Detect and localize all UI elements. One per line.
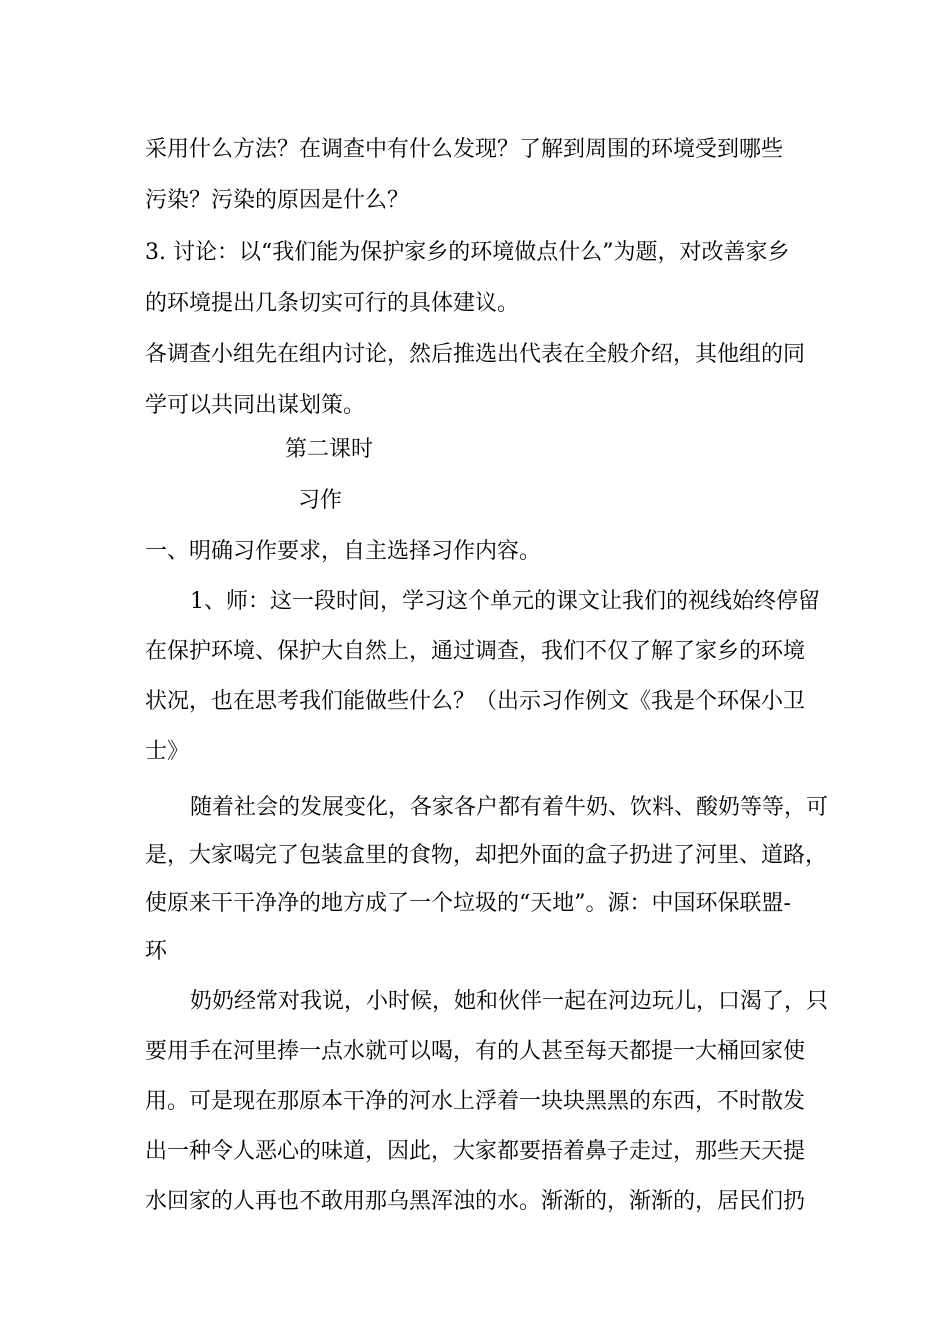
body-text-line: 在保护环境、保护大自然上，通过调查，我们不仅了解了家乡的环境 [145, 639, 806, 664]
body-text-line: 状况，也在思考我们能做些什么？（出示习作例文《我是个环保小卫 [145, 689, 806, 714]
body-text-line: 随着社会的发展变化，各家各户都有着牛奶、饮料、酸奶等等，可 [190, 795, 829, 820]
body-text-line: 环 [145, 939, 168, 964]
body-text-line: 各调查小组先在组内讨论，然后推选出代表在全般介绍，其他组的同 [145, 342, 806, 367]
body-text-line: 要用手在河里捧一点水就可以喝，有的人甚至每天都提一大桶回家使 [145, 1039, 806, 1064]
section-subheading: 习作 [298, 488, 343, 513]
body-text-line: 1、师：这一段时间，学习这个单元的课文让我们的视线始终停留 [190, 589, 820, 614]
body-text-line: 水回家的人再也不敢用那乌黑浑浊的水。渐渐的，渐渐的，居民们扔 [145, 1189, 806, 1214]
body-text-line: 士》 [145, 739, 190, 764]
body-text-line: 3. 讨论：以“我们能为保护家乡的环境做点什么”为题，对改善家乡 [145, 240, 790, 265]
section-heading: 第二课时 [285, 437, 374, 462]
list-item-heading: 一、明确习作要求，自主选择习作内容。 [145, 539, 542, 564]
body-text-line: 出一种令人恶心的味道，因此，大家都要捂着鼻子走过，那些天天提 [145, 1139, 806, 1164]
body-text-line: 用。可是现在那原本干净的河水上浮着一块块黑黑的东西，不时散发 [145, 1089, 806, 1114]
body-text-line: 使原来干干净净的地方成了一个垃圾的“天地”。源：中国环保联盟- [145, 891, 791, 916]
body-text-line: 污染？污染的原因是什么？ [145, 188, 410, 213]
body-text-line: 学可以共同出谋划策。 [145, 393, 366, 418]
body-text-line: 的环境提出几条切实可行的具体建议。 [145, 291, 520, 316]
body-text-line: 采用什么方法？在调查中有什么发现？了解到周围的环境受到哪些 [145, 137, 784, 162]
body-text-line: 是，大家喝完了包装盒里的食物，却把外面的盒子扔进了河里、道路， [145, 843, 828, 868]
body-text-line: 奶奶经常对我说，小时候，她和伙伴一起在河边玩儿，口渴了，只 [190, 989, 829, 1014]
